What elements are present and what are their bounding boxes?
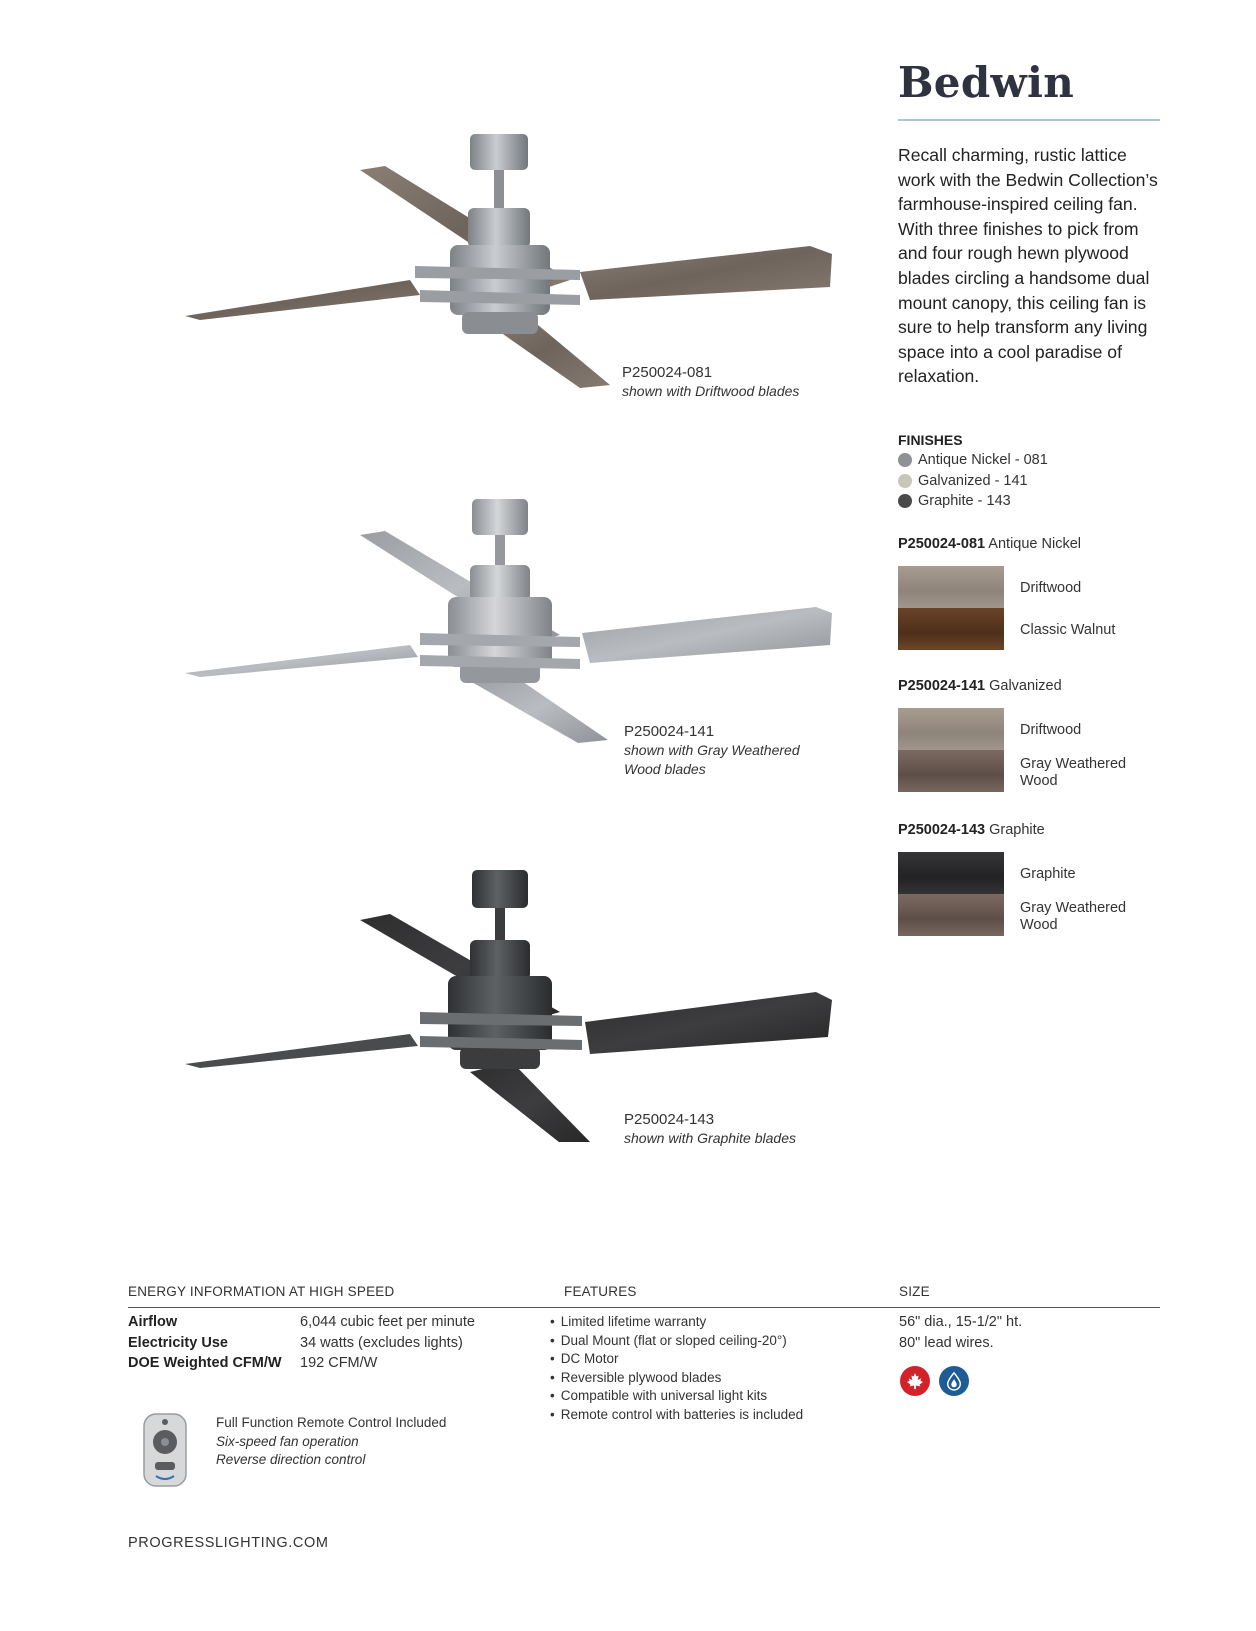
remote-info bbox=[216, 1414, 446, 1470]
blade-label: Driftwood bbox=[1020, 580, 1082, 596]
variant-141 bbox=[898, 678, 1178, 798]
feature-item: • Limited lifetime warranty bbox=[550, 1313, 803, 1332]
remote-line: Six-speed fan operation bbox=[216, 1433, 359, 1449]
canada-maple-leaf-icon bbox=[900, 1366, 930, 1396]
fan-note: shown with Driftwood blades bbox=[622, 383, 800, 399]
finish-label: Graphite - 143 bbox=[918, 493, 1011, 509]
finish-color-dot bbox=[898, 453, 912, 467]
variant-heading bbox=[898, 822, 1178, 838]
size-line: 80" lead wires. bbox=[899, 1334, 994, 1351]
size-info bbox=[899, 1312, 1022, 1353]
fan-note: shown with Graphite blades bbox=[624, 1130, 796, 1146]
fan-model: P250024-143 bbox=[624, 1111, 715, 1128]
feature-item: • Dual Mount (flat or sloped ceiling-20°) bbox=[550, 1332, 803, 1351]
blade-swatches bbox=[898, 852, 1004, 936]
blade-label: Graphite bbox=[1020, 866, 1076, 882]
energy-row bbox=[128, 1353, 475, 1374]
blade-swatches bbox=[898, 708, 1004, 792]
gray-weathered-wood-swatch bbox=[898, 894, 1004, 936]
driftwood-swatch bbox=[898, 708, 1004, 750]
fan-model: P250024-081 bbox=[622, 364, 713, 381]
fan-model: P250024-141 bbox=[624, 723, 715, 740]
product-title: Bedwin bbox=[898, 58, 1075, 107]
finish-item bbox=[898, 450, 1168, 471]
energy-value: 34 watts (excludes lights) bbox=[300, 1334, 463, 1351]
features-list bbox=[550, 1313, 803, 1424]
energy-value: 6,044 cubic feet per minute bbox=[300, 1314, 475, 1330]
variant-finish: Galvanized bbox=[985, 678, 1062, 694]
remote-title: Full Function Remote Control Included bbox=[216, 1415, 447, 1430]
finish-item bbox=[898, 491, 1168, 512]
finish-label: Galvanized - 141 bbox=[918, 472, 1028, 489]
blade-label: Classic Walnut bbox=[1020, 622, 1116, 638]
blade-label: Driftwood bbox=[1020, 722, 1082, 738]
energy-row bbox=[128, 1312, 475, 1333]
finish-color-dot bbox=[898, 494, 912, 508]
finish-item bbox=[898, 471, 1168, 492]
blade-label: Gray Weathered Wood bbox=[1020, 900, 1127, 933]
energy-heading: ENERGY INFORMATION AT HIGH SPEED bbox=[128, 1284, 395, 1299]
fan-caption-081 bbox=[622, 363, 799, 401]
fan-note: shown with Gray Weathered Wood blades bbox=[624, 742, 800, 777]
driftwood-swatch bbox=[898, 566, 1004, 608]
damp-rated-drop-icon bbox=[939, 1366, 969, 1396]
title-divider bbox=[898, 119, 1160, 121]
finishes-list bbox=[898, 432, 1168, 512]
classic-walnut-swatch bbox=[898, 608, 1004, 650]
spec-divider bbox=[128, 1307, 1160, 1308]
fan-caption-141 bbox=[624, 722, 814, 779]
variant-finish: Antique Nickel bbox=[985, 536, 1081, 552]
fan-caption-143 bbox=[624, 1110, 796, 1148]
feature-item: • Compatible with universal light kits bbox=[550, 1387, 803, 1406]
size-heading: SIZE bbox=[899, 1284, 930, 1299]
remote-line: Reverse direction control bbox=[216, 1452, 366, 1467]
variant-model: P250024-141 bbox=[898, 678, 986, 694]
variant-heading bbox=[898, 678, 1178, 694]
fan-image-141 bbox=[180, 495, 860, 745]
variant-model: P250024-143 bbox=[898, 822, 986, 838]
finish-color-dot bbox=[898, 474, 912, 488]
energy-key: Airflow bbox=[128, 1314, 178, 1330]
finish-label: Antique Nickel - 081 bbox=[918, 452, 1048, 468]
gray-weathered-wood-swatch bbox=[898, 750, 1004, 792]
feature-item: • Reversible plywood blades bbox=[550, 1369, 803, 1388]
variant-143 bbox=[898, 822, 1178, 942]
product-intro: Recall charming, rustic lattice work with the Bedwin Collection’s farmhouse-inspired ceiling fan. With three finishes to pick from and four rough hewn plywood blades circling a handsome dual mount canopy, this ceiling fan is sure to help transform any living space into a cool paradise of relaxation. bbox=[898, 145, 1158, 387]
variant-finish: Graphite bbox=[985, 822, 1045, 838]
feature-item: • Remote control with batteries is included bbox=[550, 1406, 803, 1425]
variant-081 bbox=[898, 536, 1178, 656]
footer-url: PROGRESSLIGHTING.COM bbox=[128, 1535, 329, 1551]
fan-image-143 bbox=[180, 862, 860, 1142]
finishes-heading: FINISHES bbox=[898, 432, 963, 448]
remote-control-icon bbox=[140, 1412, 192, 1495]
size-line: 56" dia., 15-1/2" ht. bbox=[899, 1314, 1023, 1330]
variant-model: P250024-081 bbox=[898, 536, 986, 552]
energy-key: Electricity Use bbox=[128, 1334, 228, 1351]
features-heading: FEATURES bbox=[564, 1284, 637, 1299]
energy-value: 192 CFM/W bbox=[300, 1355, 378, 1371]
feature-item: • DC Motor bbox=[550, 1350, 803, 1369]
graphite-swatch bbox=[898, 852, 1004, 894]
energy-row bbox=[128, 1333, 475, 1354]
variant-heading bbox=[898, 536, 1178, 552]
blade-label: Gray Weathered Wood bbox=[1020, 756, 1127, 789]
energy-table bbox=[128, 1312, 475, 1374]
energy-key: DOE Weighted CFM/W bbox=[128, 1355, 282, 1371]
blade-swatches bbox=[898, 566, 1004, 650]
fan-image-081 bbox=[180, 130, 860, 400]
